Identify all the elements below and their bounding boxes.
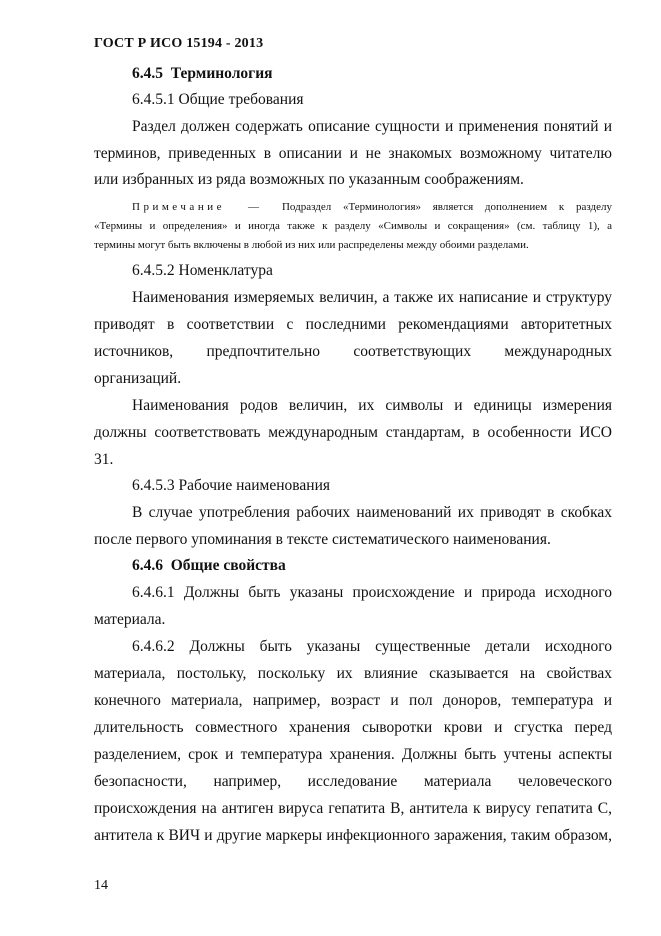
note-line-1 bbox=[132, 200, 612, 214]
paragraph-line: Наименования родов величин, их символы и единицы измерения bbox=[132, 397, 612, 414]
section-title: Терминология bbox=[170, 65, 273, 82]
document-header: ГОСТ Р ИСО 15194 - 2013 bbox=[94, 36, 264, 51]
paragraph-line: безопасности, например, исследование материала человеческого bbox=[94, 773, 612, 790]
paragraph-line: организаций. bbox=[94, 370, 182, 387]
paragraph-line: терминов, приведенных в описании и не знакомых возможному читателю bbox=[94, 145, 612, 162]
section-number: 6.4.5 bbox=[132, 65, 163, 82]
paragraph-line: В случае употребления рабочих наименований их приводят в скобках bbox=[132, 504, 612, 521]
note-label: Примечание bbox=[132, 201, 225, 213]
paragraph-line: происхождения на антиген вируса гепатита В, антитела к вирусу гепатита С, bbox=[94, 800, 612, 817]
note-line-2: «Термины и определения» и иногда также к разделу «Символы и сокращения» (см. таблицу 1), а bbox=[94, 220, 612, 232]
section-heading-6-4-6 bbox=[132, 556, 286, 576]
paragraph-line: антитела к ВИЧ и другие маркеры инфекционного заражения, таким образом, bbox=[94, 827, 612, 844]
paragraph-line: 6.4.6.2 Должны быть указаны существенные детали исходного bbox=[132, 638, 612, 655]
paragraph-line: источников, предпочтительно соответствующих международных bbox=[94, 343, 612, 360]
section-number: 6.4.6 bbox=[132, 557, 163, 574]
note-line-3: термины могут быть включены в любой из них или распределены между обоими разделами. bbox=[94, 239, 529, 251]
paragraph-line: материала, постольку, поскольку их влияние сказывается на свойствах bbox=[94, 665, 612, 682]
subsection-heading-6-4-5-1: 6.4.5.1 Общие требования bbox=[132, 91, 304, 108]
paragraph-line: длительность совместного хранения сыворотки крови и сгустка перед bbox=[94, 719, 612, 736]
section-title: Общие свойства bbox=[170, 557, 286, 574]
paragraph-line: после первого упоминания в тексте систематического наименования. bbox=[94, 531, 551, 548]
paragraph-line: или избранных из ряда возможных по указанным соображениям. bbox=[94, 171, 524, 188]
paragraph-line: Наименования измеряемых величин, а также их написание и структуру bbox=[132, 289, 612, 306]
paragraph-line: Раздел должен содержать описание сущности и применения понятий и bbox=[132, 118, 612, 135]
paragraph-line: приводят в соответствии с последними рекомендациями авторитетных bbox=[94, 316, 612, 333]
paragraph-line: разделением, срок и температура хранения. Должны быть учтены аспекты bbox=[94, 746, 612, 763]
paragraph-line: 6.4.6.1 Должны быть указаны происхождение и природа исходного bbox=[132, 584, 612, 601]
paragraph-line: конечного материала, например, возраст и пол доноров, температура и bbox=[94, 692, 612, 709]
paragraph-line: материала. bbox=[94, 611, 166, 628]
note-dash: — bbox=[247, 201, 259, 213]
page-number: 14 bbox=[94, 878, 108, 893]
section-heading-6-4-5 bbox=[132, 64, 273, 84]
subsection-heading-6-4-5-2: 6.4.5.2 Номенклатура bbox=[132, 262, 273, 279]
subsection-heading-6-4-5-3: 6.4.5.3 Рабочие наименования bbox=[132, 477, 330, 494]
note-text: Подраздел «Терминология» является дополнением к разделу bbox=[281, 201, 612, 213]
paragraph-line: должны соответствовать международным стандартам, в особенности ИСО bbox=[94, 424, 612, 441]
paragraph-line: 31. bbox=[94, 451, 114, 468]
